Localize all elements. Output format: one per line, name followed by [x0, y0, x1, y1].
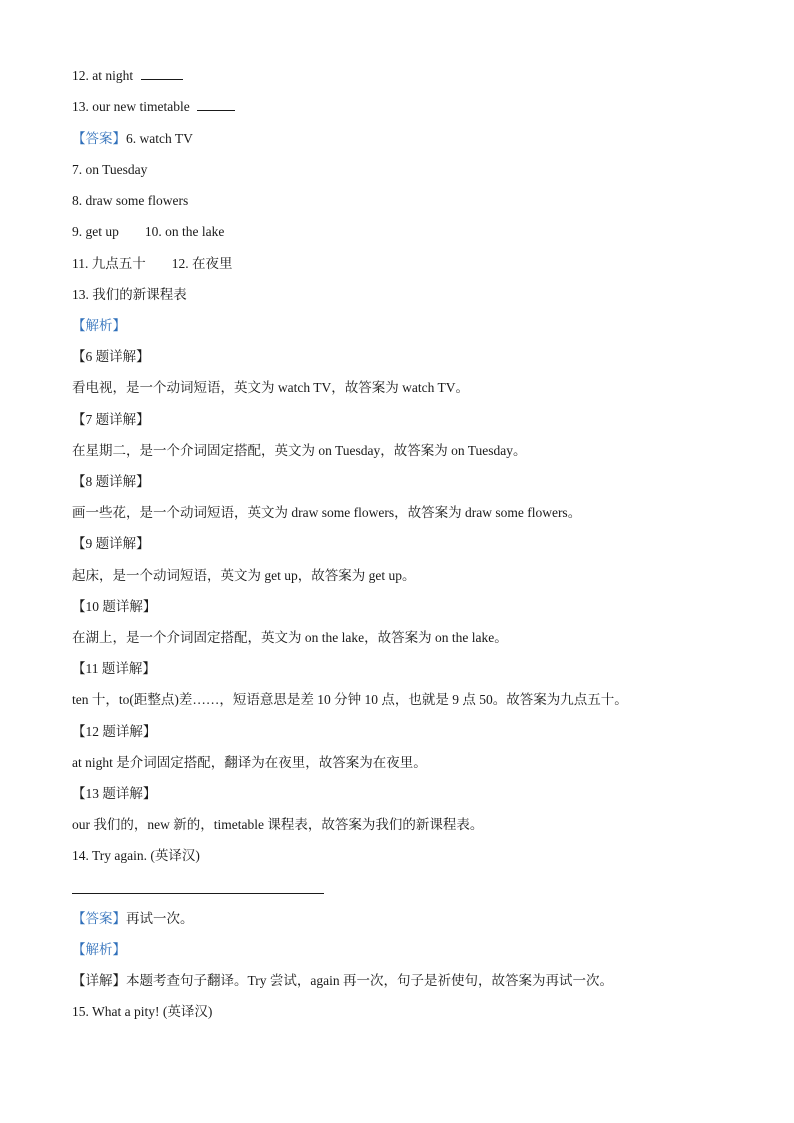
detail-text-10: 在湖上，是一个介词固定搭配，英文为 on the lake，故答案为 on the lake。 — [72, 630, 508, 645]
question-15: 15. What a pity! (英译汉) — [72, 1004, 213, 1019]
detail-text-13: our 我们的，new 新的，timetable 课程表，故答案为我们的新课程表。 — [72, 817, 484, 832]
answer-rule-14[interactable] — [72, 893, 324, 894]
question-12-line — [72, 67, 183, 85]
answer-6: 6. watch TV — [126, 131, 193, 146]
answer-line-14 — [72, 910, 194, 928]
detail-heading-12: 【12 题详解】 — [72, 724, 157, 739]
question-14: 14. Try again. (英译汉) — [72, 848, 200, 863]
detail-heading-6: 【6 题详解】 — [72, 349, 150, 364]
detail-label-14: 【详解】 — [72, 973, 126, 988]
answer-blank-12[interactable] — [141, 67, 183, 80]
detail-heading-9: 【9 题详解】 — [72, 536, 150, 551]
detail-heading-10: 【10 题详解】 — [72, 599, 157, 614]
answer-8: 8. draw some flowers — [72, 193, 189, 208]
detail-text-9: 起床，是一个动词短语，英文为 get up，故答案为 get up。 — [72, 568, 416, 583]
answer-12: 12. 在夜里 — [171, 256, 233, 271]
detail-line-14 — [72, 972, 613, 990]
question-13-text: 13. our new timetable — [72, 99, 194, 114]
question-12-text: 12. at night — [72, 68, 137, 83]
detail-text-7: 在星期二，是一个介词固定搭配，英文为 on Tuesday，故答案为 on Tuesday。 — [72, 443, 527, 458]
answer-label: 【答案】 — [72, 131, 126, 146]
detail-text-6: 看电视，是一个动词短语，英文为 watch TV，故答案为 watch TV。 — [72, 380, 469, 395]
answer-7: 7. on Tuesday — [72, 162, 148, 177]
detail-text-8: 画一些花，是一个动词短语，英文为 draw some flowers，故答案为 draw some flowers。 — [72, 505, 582, 520]
detail-heading-13: 【13 题详解】 — [72, 786, 157, 801]
answer-line-9-10 — [72, 223, 224, 241]
answer-line-11-12 — [72, 255, 233, 273]
answer-10: 10. on the lake — [144, 224, 225, 239]
answer-13: 13. 我们的新课程表 — [72, 287, 187, 302]
analysis-label: 【解析】 — [72, 318, 126, 333]
answer-blank-13[interactable] — [197, 98, 235, 111]
detail-text-11: ten 十，to(距整点)差……，短语意思是差 10 分钟 10 点，也就是 9 点 50。故答案为九点五十。 — [72, 692, 628, 707]
detail-heading-7: 【7 题详解】 — [72, 412, 150, 427]
answer-line-6 — [72, 130, 193, 148]
analysis-label-14: 【解析】 — [72, 942, 126, 957]
answer-9: 9. get up — [72, 224, 119, 239]
detail-heading-11: 【11 题详解】 — [72, 661, 156, 676]
detail-heading-8: 【8 题详解】 — [72, 474, 150, 489]
answer-11: 11. 九点五十 — [72, 256, 146, 271]
answer-14: 再试一次。 — [126, 911, 194, 926]
detail-text-14: 本题考查句子翻译。Try 尝试，again 再一次，句子是祈使句，故答案为再试一次。 — [126, 973, 614, 988]
answer-label-14: 【答案】 — [72, 911, 126, 926]
question-13-line — [72, 98, 235, 116]
detail-text-12: at night 是介词固定搭配，翻译为在夜里，故答案为在夜里。 — [72, 755, 427, 770]
